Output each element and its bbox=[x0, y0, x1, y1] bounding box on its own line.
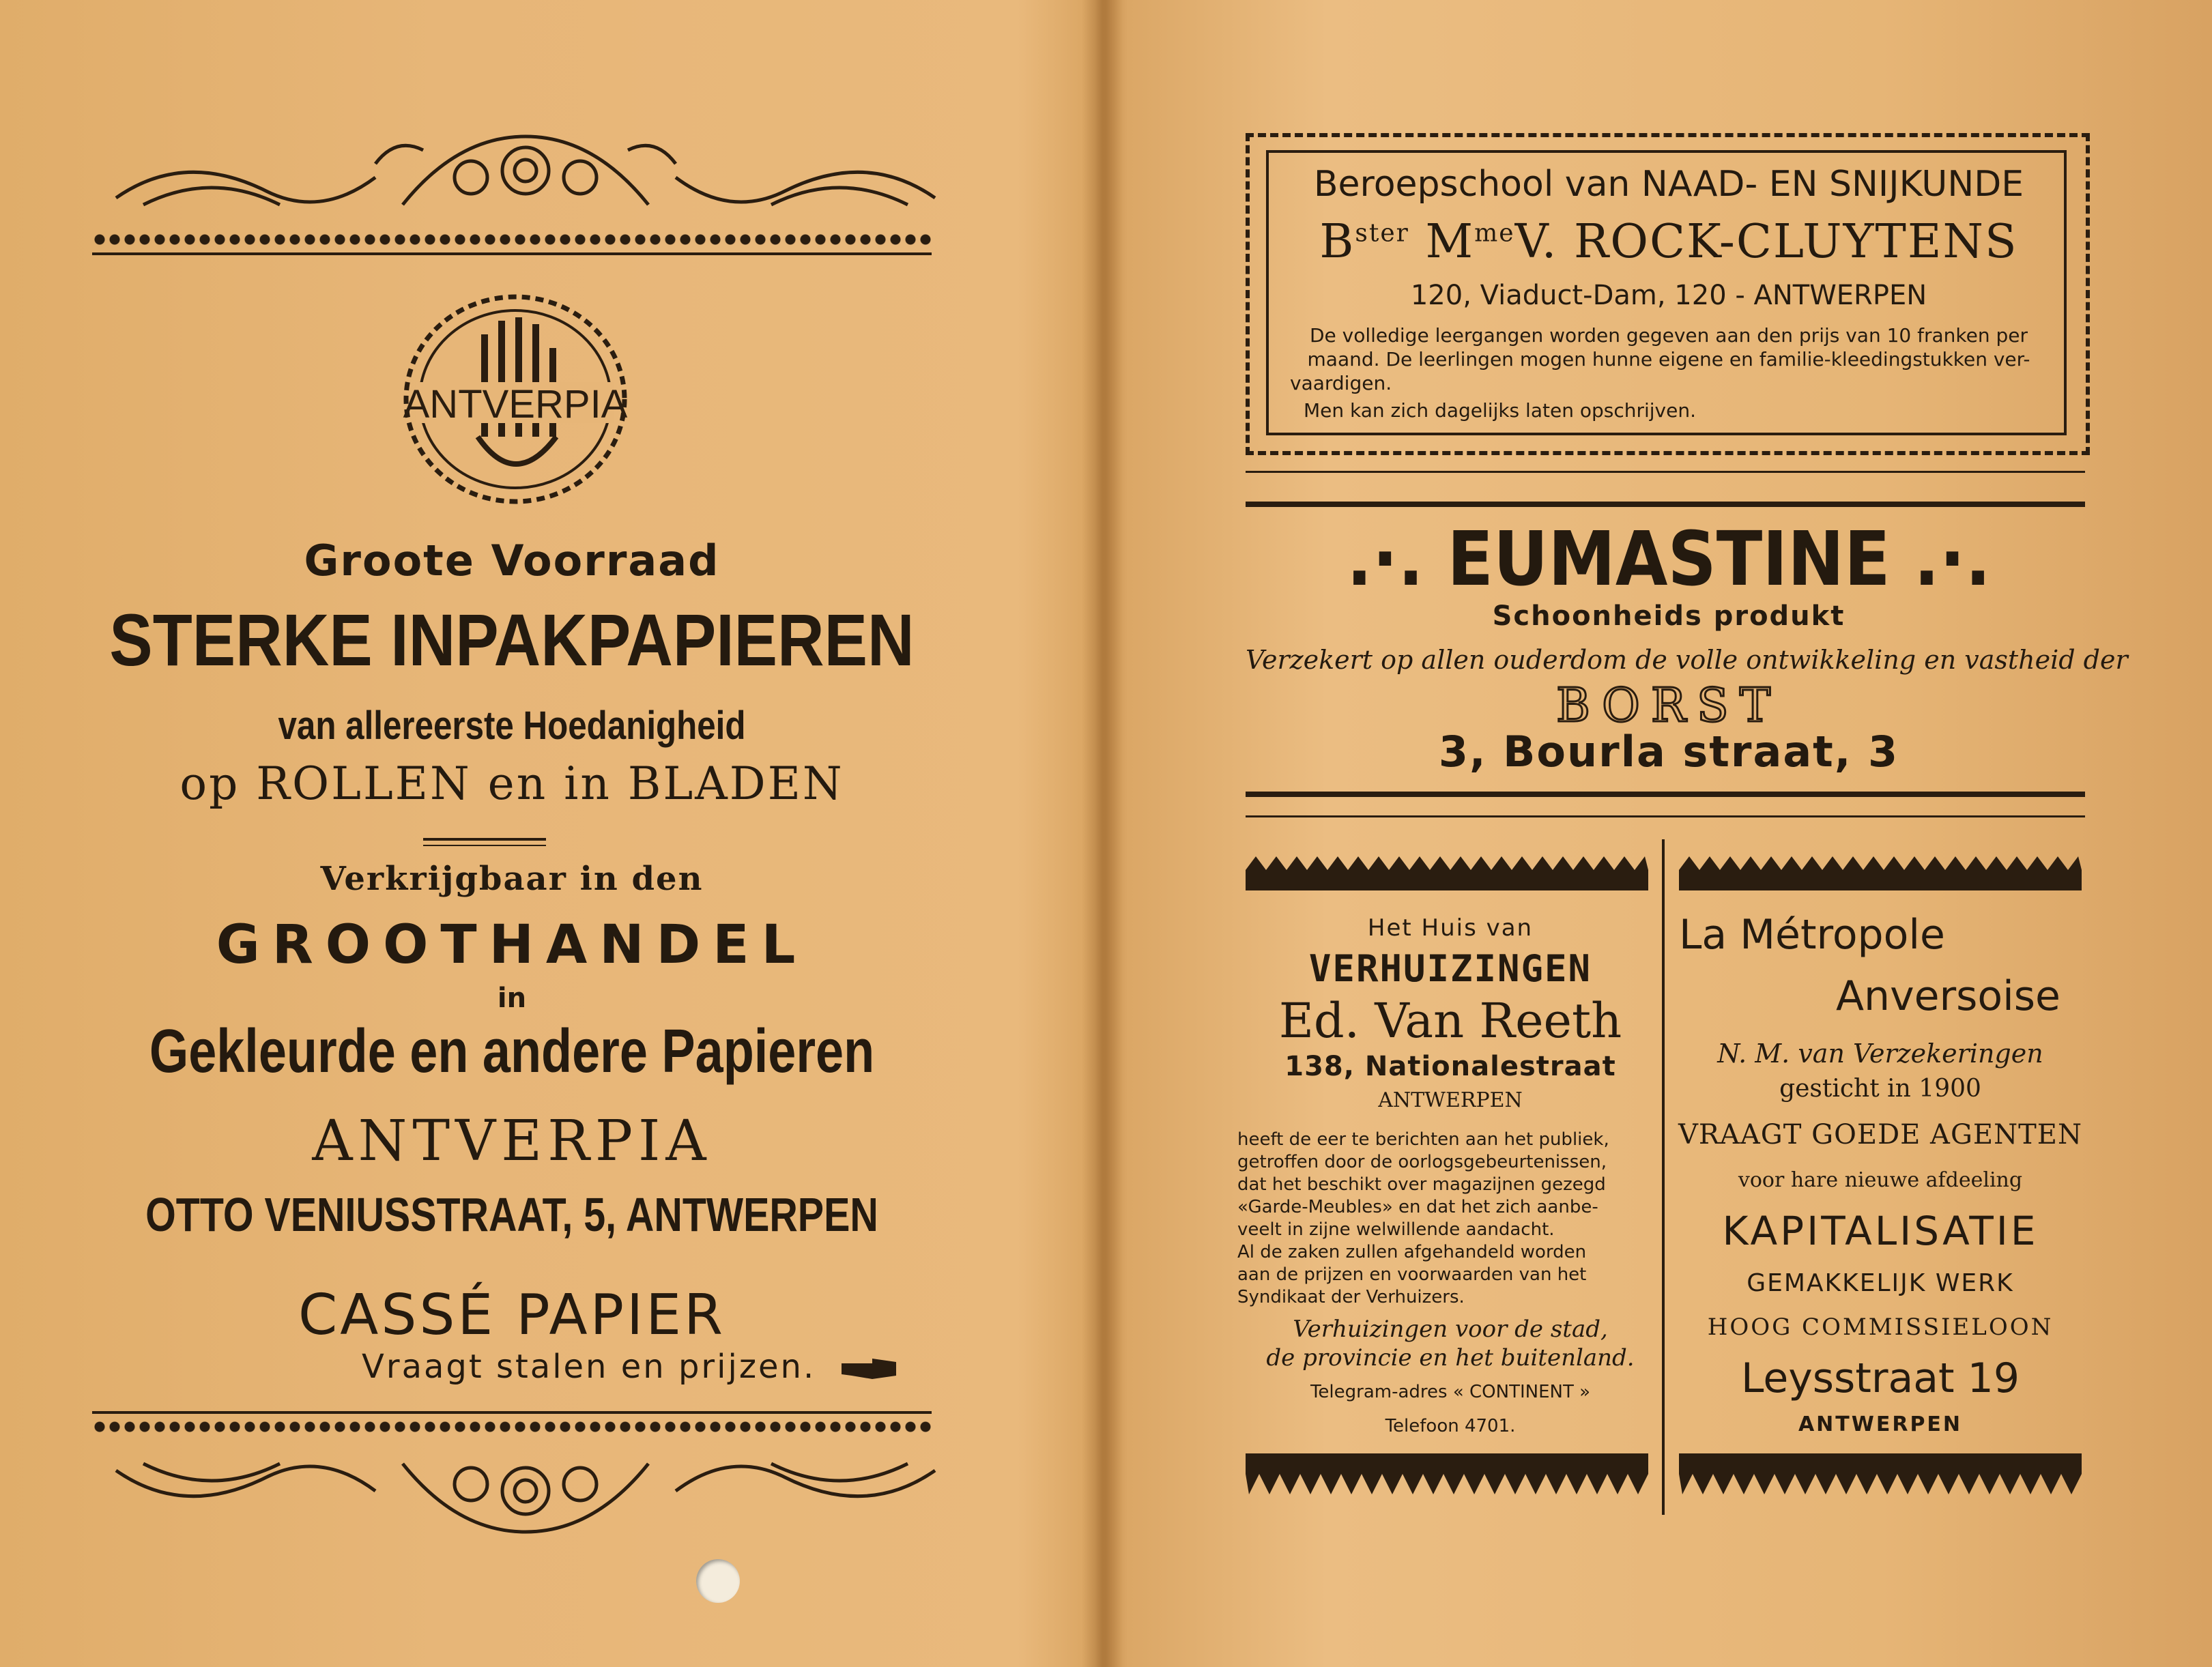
ad-line-groothandel: GROOTHANDEL bbox=[216, 914, 808, 976]
movers-i2: de provincie en het buitenland. bbox=[1266, 1344, 1635, 1372]
metropole-l7: KAPITALISATIE bbox=[1722, 1208, 2039, 1254]
eumastine-line: Verzekert op allen ouderdom de volle ontwikkeling en vastheid der bbox=[1246, 645, 2128, 675]
movers-l2: VERHUIZINGEN bbox=[1308, 947, 1592, 990]
rule-eumastine-bottom bbox=[1246, 792, 2085, 797]
movers-p2: getroffen door de oorlogsgebeurtenissen, bbox=[1237, 1152, 1607, 1172]
ad-line-address: OTTO VENIUSSTRAAT, 5, ANTWERPEN bbox=[145, 1188, 878, 1241]
metropole-l8: GEMAKKELIJK WERK bbox=[1747, 1269, 2014, 1297]
bottom-rule bbox=[92, 1411, 932, 1414]
top-floral-ornament bbox=[102, 123, 949, 232]
school-name-m: M bbox=[1425, 215, 1475, 269]
ad-line-rollen: op ROLLEN en in BLADEN bbox=[179, 757, 844, 810]
school-address: 120, Viaduct-Dam, 120 - ANTWERPEN bbox=[1410, 280, 1927, 311]
school-name-b: B bbox=[1319, 215, 1355, 269]
movers-tel1: Telegram-adres « CONTINENT » bbox=[1310, 1382, 1591, 1402]
movers-p5: veelt in zijne welwillende aandacht. bbox=[1237, 1219, 1555, 1240]
movers-l3: Ed. Van Reeth bbox=[1278, 993, 1622, 1049]
school-name-sup1: ster bbox=[1355, 219, 1409, 248]
school-title: Beroepschool van NAAD- EN SNIJKUNDE bbox=[1313, 164, 2024, 205]
rule-eumastine-bottom-2 bbox=[1246, 815, 2085, 817]
school-p3: vaardigen. bbox=[1290, 372, 1392, 394]
ad-line-antverpia: ANTVERPIA bbox=[312, 1109, 712, 1174]
stalen-text: Vraagt stalen en prijzen. bbox=[362, 1348, 816, 1386]
metropole-l9: HOOG COMMISSIELOON bbox=[1707, 1314, 2054, 1341]
school-p1: De volledige leergangen worden gegeven aan den prijs van 10 franken per bbox=[1309, 324, 2028, 347]
movers-p4: «Garde-Meubles» en dat het zich aanbe- bbox=[1237, 1197, 1598, 1217]
movers-p8: Syndikaat der Verhuizers. bbox=[1237, 1287, 1465, 1307]
bottom-bead-border bbox=[92, 1419, 932, 1434]
rule-eumastine-top bbox=[1246, 502, 2085, 507]
ad-line-sterke: STERKE INPAKPAPIEREN bbox=[109, 598, 915, 681]
movers-top-ornament bbox=[1246, 850, 1648, 890]
metropole-l3: N. M. van Verzekeringen bbox=[1717, 1039, 2043, 1069]
bottom-floral-ornament bbox=[102, 1443, 949, 1539]
movers-p3: dat het beschikt over magazijnen gezegd bbox=[1237, 1174, 1606, 1195]
metropole-l2: Anversoise bbox=[1836, 972, 2060, 1020]
column-divider bbox=[1662, 839, 1665, 1515]
pointing-hand-icon bbox=[838, 1355, 900, 1382]
metropole-l11: ANTWERPEN bbox=[1798, 1412, 1963, 1436]
metropole-l6: voor hare nieuwe afdeeling bbox=[1738, 1168, 2023, 1192]
movers-p6: Al de zaken zullen afgehandeld worden bbox=[1237, 1242, 1587, 1262]
rule-school-bottom bbox=[1246, 471, 2085, 473]
short-rule bbox=[423, 838, 546, 841]
metropole-l5: VRAAGT GOEDE AGENTEN bbox=[1678, 1119, 2082, 1150]
movers-l5: ANTWERPEN bbox=[1378, 1088, 1523, 1112]
school-p2: maand. De leerlingen mogen hunne eigene en familie-kleedingstukken ver- bbox=[1307, 348, 2030, 371]
eumastine-title: .·. EUMASTINE .·. bbox=[1347, 515, 1991, 603]
school-name-rest: V. ROCK-CLUYTENS bbox=[1514, 215, 2018, 269]
eumastine-borst: BORST bbox=[1555, 679, 1782, 733]
school-p4: Men kan zich dagelijks laten opschrijven. bbox=[1304, 399, 1696, 422]
ad-line-stalen bbox=[362, 1348, 900, 1386]
ad-line-verkrijgbaar: Verkrijgbaar in den bbox=[320, 860, 704, 898]
eumastine-subtitle: Schoonheids produkt bbox=[1492, 600, 1845, 632]
movers-p1: heeft de eer te berichten aan het publiek, bbox=[1237, 1129, 1609, 1150]
top-rule bbox=[92, 252, 932, 255]
movers-l4: 138, Nationalestraat bbox=[1284, 1051, 1616, 1082]
metropole-bottom-ornament bbox=[1679, 1453, 2082, 1501]
eumastine-address: 3, Bourla straat, 3 bbox=[1438, 727, 1899, 777]
ad-line-in: in bbox=[497, 983, 527, 1014]
metropole-l4: gesticht in 1900 bbox=[1779, 1075, 1981, 1103]
binding-hole bbox=[696, 1559, 740, 1603]
metropole-l1: La Métropole bbox=[1679, 911, 1945, 959]
ad-line-groote-voorraad: Groote Voorraad bbox=[304, 536, 720, 585]
antverpia-emblem bbox=[396, 287, 635, 512]
ad-line-gekleurde: Gekleurde en andere Papieren bbox=[149, 1017, 875, 1086]
left-page bbox=[0, 0, 1092, 1667]
ad-line-hoedanigheid: van allereerste Hoedanigheid bbox=[278, 704, 746, 748]
short-rule-2 bbox=[423, 845, 546, 846]
top-bead-border bbox=[92, 232, 932, 247]
ad-line-casse-papier: CASSÉ PAPIER bbox=[298, 1283, 726, 1348]
school-name-sup2: me bbox=[1474, 219, 1515, 248]
movers-i1: Verhuizingen voor de stad, bbox=[1293, 1316, 1608, 1343]
movers-bottom-ornament bbox=[1246, 1453, 1648, 1501]
movers-p7: aan de prijzen en voorwaarden van het bbox=[1237, 1264, 1587, 1285]
metropole-l10: Leysstraat 19 bbox=[1741, 1354, 2020, 1402]
movers-l1: Het Huis van bbox=[1367, 914, 1534, 942]
emblem-text: ANTVERPIA bbox=[403, 382, 628, 426]
right-page bbox=[1112, 0, 2212, 1667]
metropole-top-ornament bbox=[1679, 850, 2082, 890]
school-name bbox=[1246, 215, 2092, 269]
movers-tel2: Telefoon 4701. bbox=[1385, 1416, 1516, 1436]
